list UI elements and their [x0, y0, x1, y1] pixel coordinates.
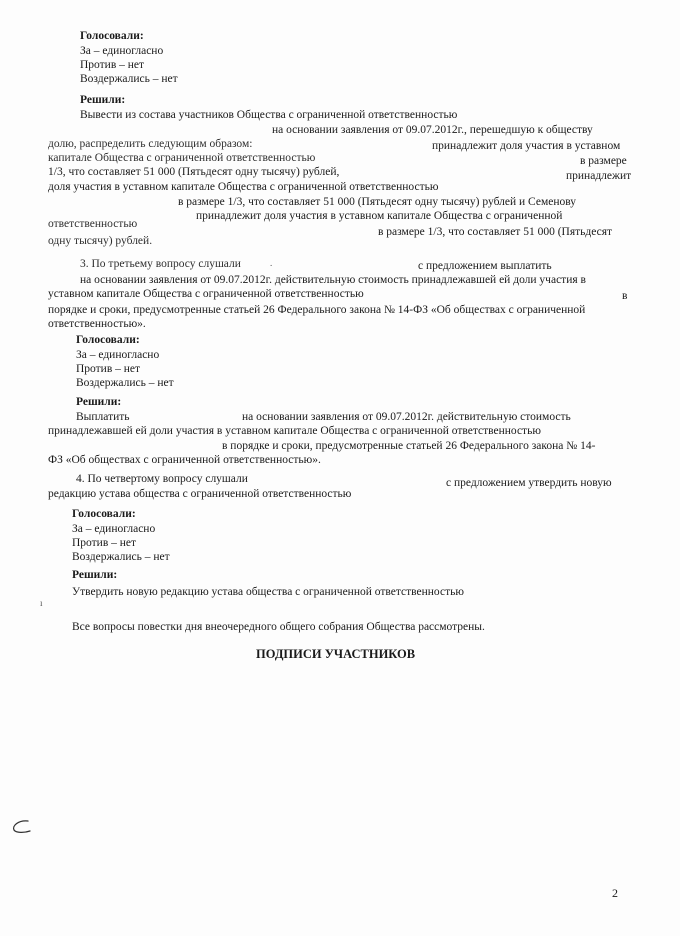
decision-text: принадлежит доля участия в уставном: [432, 140, 621, 152]
decision-text: принадлежит: [566, 170, 632, 182]
decision-text: 1/3, что составляет 51 000 (Пятьдесят одну тысячу) рублей,: [48, 166, 340, 178]
agenda-item-text: на основании заявления от 09.07.2012г. действительную стоимость принадлежавшей ей доли участия в: [80, 274, 586, 286]
agenda-item-text: с предложением утвердить новую: [446, 477, 612, 489]
decision-text: Утвердить новую редакцию устава общества с ограниченной ответственностью: [72, 586, 464, 598]
decision-text: в размере 1/3, что составляет 51 000 (Пятьдесят одну тысячу) рублей и Семенову: [178, 196, 577, 208]
pen-mark-icon: [10, 818, 34, 836]
vote-heading: Голосовали:: [72, 508, 136, 520]
vote-abstained: Воздержались – нет: [72, 551, 170, 563]
agenda-item-text: уставном капитале Общества с ограниченной ответственностью: [48, 288, 364, 300]
vote-against: Против – нет: [80, 59, 145, 71]
vote-abstained: Воздержались – нет: [80, 73, 178, 85]
vote-for: За – единогласно: [72, 523, 156, 535]
signatures-title: ПОДПИСИ УЧАСТНИКОВ: [256, 647, 416, 661]
scan-mark: ı: [40, 598, 43, 608]
decision-text: долю, распределить следующим образом:: [48, 138, 253, 150]
agenda-item-text: в: [622, 290, 628, 302]
decision-text: на основании заявления от 09.07.2012г. действительную стоимость: [242, 411, 571, 423]
agenda-item-text: порядке и сроки, предусмотренные статьей 26 Федерального закона № 14-ФЗ «Об обществах с ограниченной: [48, 304, 586, 316]
decision-text: капитале Общества с ограниченной ответственностью: [48, 152, 316, 164]
vote-for: За – единогласно: [80, 45, 164, 57]
decision-text: принадлежит доля участия в уставном капитале Общества с ограниченной: [196, 210, 563, 222]
decision-text: ФЗ «Об обществах с ограниченной ответственностью».: [48, 454, 321, 466]
agenda-item-text: 3. По третьему вопросу слушали: [80, 258, 241, 270]
page-number: 2: [612, 886, 618, 900]
scan-mark: .: [270, 258, 273, 268]
agenda-item-text: с предложением выплатить: [418, 260, 552, 272]
decision-heading: Решили:: [80, 94, 126, 106]
vote-for: За – единогласно: [76, 349, 160, 361]
decision-text: Выплатить: [76, 411, 130, 423]
decision-text: ответственностью: [48, 218, 138, 230]
closing-statement: Все вопросы повестки дня внеочередного общего собрания Общества рассмотрены.: [72, 621, 485, 633]
decision-text: на основании заявления от 09.07.2012г., перешедшую к обществу: [272, 124, 593, 136]
decision-text: в размере 1/3, что составляет 51 000 (Пятьдесят: [378, 226, 613, 238]
decision-text: одну тысячу) рублей.: [48, 235, 153, 247]
decision-text: доля участия в уставном капитале Общества с ограниченной ответственностью: [48, 181, 439, 193]
decision-text: в порядке и сроки, предусмотренные статьей 26 Федерального закона № 14-: [222, 440, 596, 452]
vote-against: Против – нет: [76, 363, 141, 375]
vote-heading: Голосовали:: [80, 30, 144, 42]
decision-heading: Решили:: [76, 396, 122, 408]
decision-heading: Решили:: [72, 569, 118, 581]
vote-heading: Голосовали:: [76, 334, 140, 346]
agenda-item-text: редакцию устава общества с ограниченной ответственностью: [48, 488, 352, 500]
decision-text: Вывести из состава участников Общества с ограниченной ответственностью: [80, 109, 458, 121]
agenda-item-text: ответственностью».: [48, 318, 146, 330]
decision-text: в размере: [580, 155, 627, 167]
agenda-item-text: 4. По четвертому вопросу слушали: [76, 473, 248, 485]
decision-text: принадлежавшей ей доли участия в уставном капитале Общества с ограниченной ответственностью: [48, 425, 541, 437]
vote-against: Против – нет: [72, 537, 137, 549]
vote-abstained: Воздержались – нет: [76, 377, 174, 389]
